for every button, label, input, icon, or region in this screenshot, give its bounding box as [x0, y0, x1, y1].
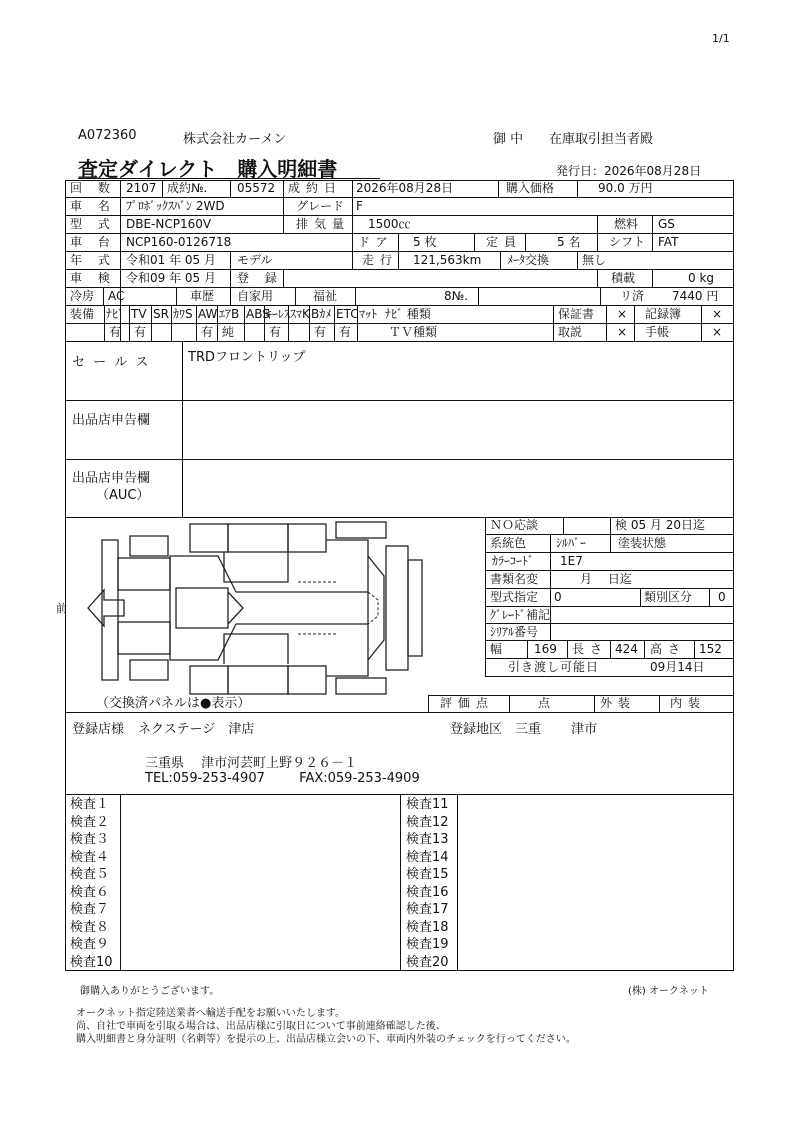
displacement-value: 1500㏄	[368, 217, 411, 231]
equipment-item-value: 有	[134, 325, 147, 339]
doors-value: 5 枚	[413, 235, 437, 249]
chassis-label: 車 台	[70, 235, 116, 249]
doc-change-label: 書類名変	[490, 572, 539, 586]
inspection-item: 検査９	[70, 937, 110, 952]
aircon-label: 冷房	[70, 289, 95, 303]
auc-label: （AUC）	[96, 488, 150, 503]
equipment-item-label: ETC	[336, 307, 359, 321]
welfare-label: 福祉	[313, 289, 338, 303]
system-color-label: 系統色	[490, 536, 527, 550]
inspection-item: 検査19	[406, 937, 449, 952]
contract-date-value: 2026年08月28日	[356, 181, 454, 195]
equipment-divider	[309, 305, 310, 341]
brand-text: (株) オークネット	[628, 986, 709, 997]
grade-label: グレード	[296, 199, 345, 213]
grade-supplement-label: ｸﾞﾚｰﾄﾞ補記	[490, 608, 551, 622]
inspection-item: 検査５	[70, 867, 110, 882]
contract-date-label: 成約日	[288, 181, 343, 195]
exterior-label: 外装	[600, 696, 637, 710]
equipment-item-label: ｷｰﾚｽ	[266, 307, 291, 321]
equipment-divider	[171, 305, 172, 341]
equipment-item-value: 有	[314, 325, 327, 339]
count-label: 回 数	[70, 181, 116, 195]
contract-no-value: 05572	[237, 181, 276, 195]
handbook-value: ×	[712, 325, 723, 339]
recycle-value: 7440 円	[672, 289, 719, 303]
recipient: 在庫取引担当者殿	[549, 132, 654, 147]
score-unit: 点	[538, 696, 551, 710]
manual-label: 取説	[558, 325, 583, 339]
history-label: 車歴	[190, 289, 215, 303]
history-value: 自家用	[237, 289, 274, 303]
equipment-label: 装備	[70, 307, 95, 321]
reg-store-value: ネクステージ 津店	[138, 722, 255, 737]
equipment-divider	[288, 305, 289, 341]
equipment-item-value: 有	[269, 325, 282, 339]
load-value: 0 kg	[688, 271, 715, 285]
honorific: 御 中	[493, 132, 524, 147]
registration-label: 登 録	[237, 271, 283, 285]
color-code-value: 1E7	[560, 554, 583, 568]
inspection-item: 検査４	[70, 849, 110, 865]
equipment-item-value: 純	[222, 325, 235, 339]
equipment-divider	[151, 305, 152, 341]
year-value: 令和01 年 05 月	[126, 253, 216, 267]
paint-state-label: 塗装状態	[618, 536, 667, 550]
contract-no-label: 成約№.	[167, 181, 208, 195]
equipment-item-label: AW	[198, 307, 218, 321]
mileage-value: 121,563km	[413, 253, 482, 267]
purchase-price-value: 90.0 万円	[598, 181, 653, 195]
address: 三重県 津市河芸町上野９２６－１	[145, 756, 358, 771]
shift-value: FAT	[658, 235, 679, 249]
grade-value: F	[356, 199, 363, 213]
inspection-item: 検査17	[406, 902, 449, 917]
equipment-item-label: ﾏｯﾄ	[359, 307, 378, 321]
equipment-item-value: 有	[201, 325, 214, 339]
equipment-divider	[264, 305, 265, 341]
equipment-item-label: ｽﾏK	[290, 307, 310, 321]
page-title: 査定ダイレクト 購入明細書	[78, 157, 338, 181]
equipment-divider	[129, 305, 130, 341]
equipment-divider	[196, 305, 197, 341]
equipment-item-label: ｶﾜS	[173, 307, 193, 321]
purchase-price-label: 購入価格	[506, 181, 555, 195]
car-name-label: 車 名	[70, 199, 116, 213]
aircon-value: AC	[108, 289, 125, 303]
inspection-item: 検査８	[70, 919, 110, 935]
no-response-label: ＮＯ応談	[490, 518, 539, 532]
deliverable-label: 引き渡し可能日	[508, 660, 600, 674]
interior-label: 内装	[670, 696, 707, 710]
equipment-item-value: 有	[109, 325, 122, 339]
length-value: 424	[615, 642, 638, 656]
meter-exchange-label: ﾒｰﾀ交換	[507, 253, 550, 267]
inspection-item: 検査６	[70, 884, 110, 900]
year-label: 年 式	[70, 253, 116, 267]
car-name-value: ﾌﾟﾛﾎﾞｯｸｽﾊﾞﾝ 2WD	[126, 199, 225, 213]
footer-note-1: オークネット指定陸送業者へ輸送手配をお願いいたします。	[76, 1008, 346, 1019]
inspection-due: 検 05 月 20日迄	[615, 518, 705, 532]
serial-label: ｼﾘｱﾙ番号	[490, 625, 539, 639]
model-designation-value: 0	[554, 590, 562, 604]
chassis-value: NCP160-0126718	[126, 235, 232, 249]
equipment-divider	[334, 305, 335, 341]
capacity-label: 定員	[486, 235, 523, 249]
tel-value: 059-253-4907	[172, 771, 265, 786]
equipment-item-label: ABS	[246, 307, 270, 321]
tel-label: TEL:	[145, 771, 173, 786]
inspection-value: 令和09 年 05 月	[126, 271, 216, 285]
inspection-item: 検査20	[406, 954, 449, 970]
record-label: 記録簿	[645, 307, 682, 321]
shift-label: シフト	[609, 235, 646, 249]
equipment-item-label: ｴｱB	[219, 307, 240, 321]
car-panel-diagram	[68, 520, 483, 696]
inspection-item: 検査13	[406, 832, 449, 847]
inspection-item: 検査１	[70, 797, 110, 812]
inspection-item: 検査15	[406, 867, 449, 882]
doc-change-value: 月 日迄	[580, 572, 632, 586]
equipment-item-label: ﾅﾋﾞ	[106, 307, 125, 321]
warranty-label: 保証書	[558, 307, 595, 321]
model-label: モデル	[237, 253, 273, 267]
dealer-report-label: 出品店申告欄	[72, 413, 151, 428]
manual-value: ×	[617, 325, 628, 339]
inspection-item: 検査12	[406, 814, 449, 830]
company-name: 株式会社カーメン	[183, 132, 287, 147]
reg-area-label: 登録地区	[450, 722, 503, 737]
fuel-label: 燃料	[614, 217, 639, 231]
load-label: 積載	[611, 271, 636, 285]
height-value: 152	[699, 642, 722, 656]
mileage-label: 走行	[362, 253, 399, 267]
inspection-item: 検査２	[70, 814, 110, 830]
width-label: 幅	[490, 642, 503, 656]
dealer-report-auc-label: 出品店申告欄	[72, 471, 151, 486]
inspection-item: 検査10	[70, 954, 113, 970]
page-number: 1/1	[712, 32, 730, 45]
reg-area-value: 三重 津市	[515, 722, 598, 737]
inspection-item: 検査18	[406, 919, 449, 935]
count-value: 2107	[126, 181, 157, 195]
height-label: 高さ	[650, 642, 687, 656]
model-type-label: 型 式	[70, 217, 116, 231]
equipment-item-label: TV	[131, 307, 147, 321]
tv-type-label: ＴＶ種類	[389, 325, 438, 339]
inspection-item: 検査７	[70, 902, 110, 917]
system-color-value: ｼﾙﾊﾞｰ	[556, 536, 587, 550]
inspection-item: 検査16	[406, 884, 449, 900]
inspection-item: 検査11	[406, 797, 449, 812]
recycle-label: リ済	[620, 289, 645, 303]
n-no: 8№.	[444, 289, 468, 303]
record-value: ×	[712, 307, 723, 321]
inspection-item: 検査14	[406, 849, 449, 865]
equipment-divider	[104, 305, 105, 341]
model-type-value: DBE-NCP160V	[126, 217, 212, 231]
doors-label: ドア	[358, 235, 394, 249]
sales-note: TRDフロントリップ	[188, 350, 306, 365]
class-division-value: 0	[718, 590, 726, 604]
width-value: 169	[534, 642, 557, 656]
thanks-text: 御購入ありがとうございます。	[80, 986, 220, 997]
inspection-label: 車 検	[70, 271, 116, 285]
doc-id: A072360	[78, 128, 137, 143]
footer-note-2: 尚、自社で車両を引取る場合は、出品店様に引取日について事前連絡確認した後、	[76, 1021, 446, 1032]
equipment-item-label: SR	[153, 307, 169, 321]
model-designation-label: 型式指定	[490, 590, 539, 604]
sales-label: セ ー ル ス	[72, 355, 151, 370]
meter-exchange-value: 無し	[582, 253, 607, 267]
handbook-label: 手帳	[645, 325, 670, 339]
issue-date: 発行日：2026年08月28日	[556, 164, 702, 178]
equipment-item-label: Bｶﾒ	[311, 307, 332, 321]
front-label: 前	[56, 602, 67, 615]
footer-note-3: 購入明細書と身分証明（名刺等）を提示の上、出品店様立会いの下、車両内外装のチェックを行ってください。	[76, 1034, 576, 1045]
fax-label: FAX:	[299, 771, 328, 786]
displacement-label: 排気量	[296, 217, 351, 231]
capacity-value: 5 名	[557, 235, 581, 249]
equipment-divider	[217, 305, 218, 341]
reg-store-label: 登録店様	[72, 722, 125, 737]
class-division-label: 類別区分	[644, 590, 693, 604]
warranty-value: ×	[617, 307, 628, 321]
inspection-item: 検査３	[70, 832, 110, 847]
equipment-item-value: 有	[339, 325, 352, 339]
length-label: 長さ	[572, 642, 609, 656]
fuel-value: GS	[658, 217, 675, 231]
fax-value: 059-253-4909	[327, 771, 420, 786]
score-label: 評価点	[440, 696, 495, 710]
diagram-note: （交換済パネルは●表示）	[96, 696, 251, 711]
nav-type-label: ﾅﾋﾞ 種類	[385, 307, 431, 321]
equipment-divider	[244, 305, 245, 341]
color-code-label: ｶﾗｰｺｰﾄﾞ	[492, 554, 535, 568]
deliverable-value: 09月14日	[650, 660, 705, 674]
